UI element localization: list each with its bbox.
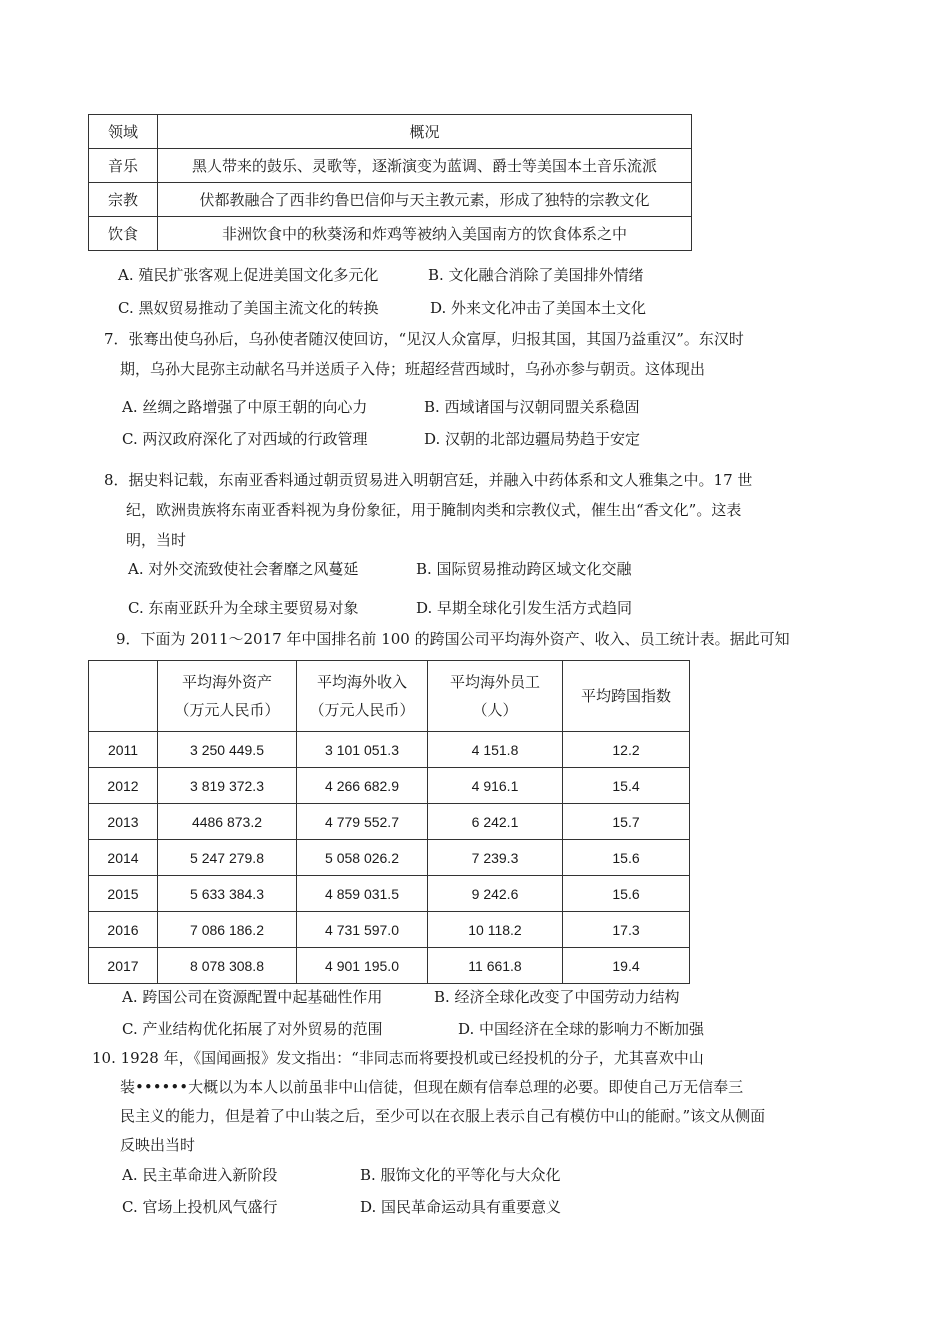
table-cell: 4 859 031.5 [297, 876, 428, 912]
q10-option-d: D. 国民革命运动具有重要意义 [360, 1198, 562, 1216]
table-cell: 4 151.8 [428, 732, 563, 768]
q8-option-a: A. 对外交流致使社会奢靡之风蔓延 [128, 560, 359, 578]
q7-option-a: A. 丝绸之路增强了中原王朝的向心力 [122, 398, 368, 416]
table-cell: 9 242.6 [428, 876, 563, 912]
q10-option-b: B. 服饰文化的平等化与大众化 [360, 1166, 561, 1184]
table-row [89, 948, 690, 984]
table-header-cell [297, 661, 428, 732]
table-cell: 2017 [89, 948, 158, 984]
table-row [89, 804, 690, 840]
q7-stem-line2: 期，乌孙大昆弥主动献名马并送质子入侍；班超经营西域时，乌孙亦参与朝贡。这体现出 [120, 360, 706, 378]
table-cell: 伏都教融合了西非约鲁巴信仰与天主教元素，形成了独特的宗教文化 [158, 183, 692, 217]
q9-stem: 9．下面为 2011～2017 年中国排名前 100 的跨国公司平均海外资产、收入、员工统计表。据此可知 [116, 630, 790, 648]
table-cell: 4 779 552.7 [297, 804, 428, 840]
table-cell: 饮食 [89, 217, 158, 251]
table-cell: 8 078 308.8 [158, 948, 297, 984]
q6-option-a: A. 殖民扩张客观上促进美国文化多元化 [118, 266, 379, 284]
table-cell: 2013 [89, 804, 158, 840]
table-cell: 4 731 597.0 [297, 912, 428, 948]
header-line: 平均海外员工 [449, 673, 540, 691]
q6-option-b: B. 文化融合消除了美国排外情绪 [428, 266, 644, 284]
header-line: 平均跨国指数 [580, 687, 671, 705]
table-header-cell [428, 661, 563, 732]
statistics-table [88, 660, 690, 984]
q9-option-d: D. 中国经济在全球的影响力不断加强 [458, 1020, 705, 1038]
q9-option-c: C. 产业结构优化拓展了对外贸易的范围 [122, 1020, 383, 1038]
table-header-cell [89, 661, 158, 732]
table-row [89, 876, 690, 912]
table-cell: 19.4 [563, 948, 690, 984]
table-cell: 4 266 682.9 [297, 768, 428, 804]
q10-stem-line1: 10. 1928 年，《国闻画报》发文指出：“非同志而将要投机或已经投机的分子，尤其喜欢中山 [92, 1049, 704, 1067]
table-cell: 宗教 [89, 183, 158, 217]
q10-stem-line2: 装••••••大概以为本人以前虽非中山信徒，但现在颇有信奉总理的必要。即使自己万无信奉三 [120, 1078, 744, 1096]
header-line: 平均海外收入 [316, 673, 407, 691]
table-row [89, 732, 690, 768]
q10-stem-line3: 民主义的能力，但是着了中山装之后，至少可以在衣服上表示自己有模仿中山的能耐。”该文从侧面 [120, 1107, 766, 1125]
q6-option-c: C. 黑奴贸易推动了美国主流文化的转换 [118, 299, 379, 317]
table-cell: 4 916.1 [428, 768, 563, 804]
table-cell: 15.6 [563, 840, 690, 876]
table-header-row [89, 115, 692, 149]
table-cell: 17.3 [563, 912, 690, 948]
table-cell: 15.4 [563, 768, 690, 804]
header-line: （万元人民币） [309, 701, 415, 719]
table-row [89, 149, 692, 183]
table-header-cell [158, 661, 297, 732]
table-cell: 3 250 449.5 [158, 732, 297, 768]
q7-option-b: B. 西域诸国与汉朝同盟关系稳固 [424, 398, 640, 416]
table-cell: 3 101 051.3 [297, 732, 428, 768]
q8-option-c: C. 东南亚跃升为全球主要贸易对象 [128, 599, 359, 617]
table-row [89, 183, 692, 217]
table-cell: 7 239.3 [428, 840, 563, 876]
q7-option-c: C. 两汉政府深化了对西域的行政管理 [122, 430, 368, 448]
table-row [89, 840, 690, 876]
q9-option-a: A. 跨国公司在资源配置中起基础性作用 [122, 988, 383, 1006]
table-cell: 4 901 195.0 [297, 948, 428, 984]
table-cell: 11 661.8 [428, 948, 563, 984]
table-cell: 15.7 [563, 804, 690, 840]
table-cell: 12.2 [563, 732, 690, 768]
q10-option-c: C. 官场上投机风气盛行 [122, 1198, 278, 1216]
table-cell: 5 247 279.8 [158, 840, 297, 876]
table-cell: 6 242.1 [428, 804, 563, 840]
q10-stem-line4: 反映出当时 [120, 1136, 196, 1154]
table-cell: 2016 [89, 912, 158, 948]
header-line: （万元人民币） [174, 701, 280, 719]
q8-option-d: D. 早期全球化引发生活方式趋同 [416, 599, 633, 617]
q6-option-d: D. 外来文化冲击了美国本土文化 [430, 299, 647, 317]
table-cell: 音乐 [89, 149, 158, 183]
table-cell: 4486 873.2 [158, 804, 297, 840]
q8-option-b: B. 国际贸易推动跨区域文化交融 [416, 560, 632, 578]
culture-table [88, 114, 692, 251]
table-cell: 2012 [89, 768, 158, 804]
table-row [89, 217, 692, 251]
table-cell: 3 819 372.3 [158, 768, 297, 804]
q8-stem-line3: 明，当时 [126, 531, 187, 549]
table-cell: 7 086 186.2 [158, 912, 297, 948]
table-header-cell: 领域 [89, 115, 158, 149]
table-row [89, 768, 690, 804]
table-cell: 5 633 384.3 [158, 876, 297, 912]
table-header-cell [563, 661, 690, 732]
table-cell: 2015 [89, 876, 158, 912]
table-cell: 黑人带来的鼓乐、灵歌等，逐渐演变为蓝调、爵士等美国本土音乐流派 [158, 149, 692, 183]
q7-stem-line1: 7．张骞出使乌孙后，乌孙使者随汉使回访，“见汉人众富厚，归报其国，其国乃益重汉”。东汉时 [104, 330, 744, 348]
table-row [89, 912, 690, 948]
table-cell: 2011 [89, 732, 158, 768]
header-line: （人） [472, 701, 518, 719]
q9-option-b: B. 经济全球化改变了中国劳动力结构 [434, 988, 680, 1006]
table-cell: 15.6 [563, 876, 690, 912]
header-line: 平均海外资产 [181, 673, 272, 691]
table-header-cell: 概况 [158, 115, 692, 149]
table-cell: 5 058 026.2 [297, 840, 428, 876]
table-cell: 非洲饮食中的秋葵汤和炸鸡等被纳入美国南方的饮食体系之中 [158, 217, 692, 251]
table-cell: 2014 [89, 840, 158, 876]
q8-stem-line1: 8．据史料记载，东南亚香料通过朝贡贸易进入明朝宫廷，并融入中药体系和文人雅集之中。17 世 [104, 471, 753, 489]
table-cell: 10 118.2 [428, 912, 563, 948]
q10-option-a: A. 民主革命进入新阶段 [122, 1166, 278, 1184]
q7-option-d: D. 汉朝的北部边疆局势趋于安定 [424, 430, 641, 448]
table-header-row [89, 661, 690, 732]
q8-stem-line2: 纪，欧洲贵族将东南亚香料视为身份象征，用于腌制肉类和宗教仪式，催生出“香文化”。这表 [126, 501, 742, 519]
